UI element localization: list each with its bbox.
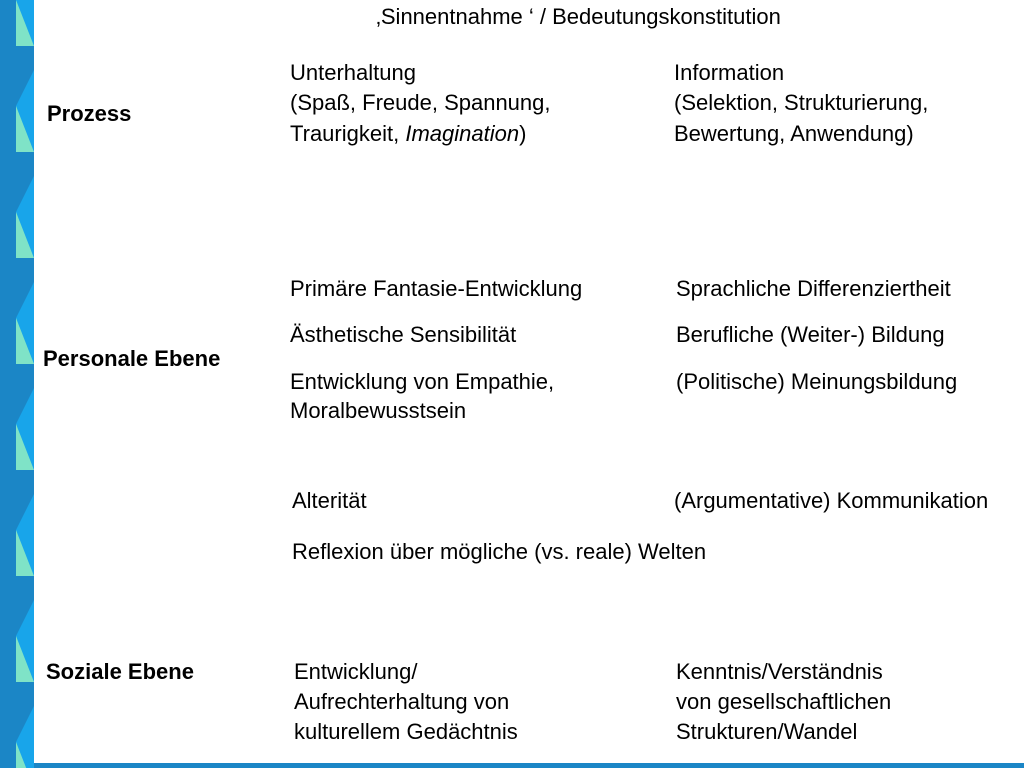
row-label-personale-ebene: Personale Ebene [43, 346, 221, 371]
personal-left-item3-line2: Moralbewusstsein [290, 398, 467, 423]
sozial-left-line3: kulturellem Gedächtnis [294, 719, 518, 744]
sozial-right-line3: Strukturen/Wandel [676, 719, 858, 744]
imagination-italic: Imagination [405, 121, 520, 146]
decorative-side-strip [0, 0, 34, 768]
personal-right-item2: Berufliche (Weiter-) Bildung [676, 322, 945, 347]
personal-left-item2: Ästhetische Sensibilität [290, 322, 517, 347]
slide-title: ‚Sinnentnahme ‘ / Bedeutungskonstitution [376, 4, 781, 29]
prozess-left-line2: (Spaß, Freude, Spannung, [290, 90, 551, 115]
personal-left-item3-line1: Entwicklung von Empathie, [290, 369, 555, 394]
personal-left-item1: Primäre Fantasie-Entwicklung [290, 276, 583, 301]
prozess-right-line3: Bewertung, Anwendung) [674, 121, 914, 146]
middle-left-reflexion: Reflexion über mögliche (vs. reale) Welten [292, 539, 707, 564]
prozess-left-line3: Traurigkeit, Imagination) [290, 121, 527, 146]
prozess-right-line1: Information [674, 60, 785, 85]
sozial-right-line2: von gesellschaftlichen [676, 689, 892, 714]
row-label-soziale-ebene: Soziale Ebene [46, 659, 194, 684]
middle-right-kommunikation: (Argumentative) Kommunikation [674, 488, 989, 513]
sozial-left-line1: Entwicklung/ [294, 659, 418, 684]
prozess-right-line2: (Selektion, Strukturierung, [674, 90, 929, 115]
prozess-left-line1: Unterhaltung [290, 60, 416, 85]
sozial-right-line1: Kenntnis/Verständnis [676, 659, 883, 684]
sozial-left-line2: Aufrechterhaltung von [294, 689, 510, 714]
middle-left-alteritaet: Alterität [292, 488, 367, 513]
bottom-border-line [34, 763, 1024, 768]
row-label-prozess: Prozess [47, 101, 132, 126]
personal-right-item3: (Politische) Meinungsbildung [676, 369, 958, 394]
personal-right-item1: Sprachliche Differenziertheit [676, 276, 951, 301]
